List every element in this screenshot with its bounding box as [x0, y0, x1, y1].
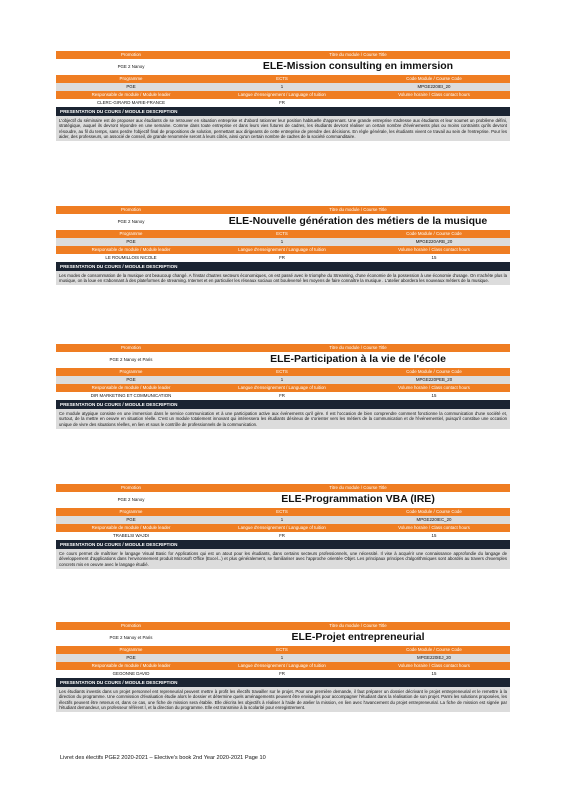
code-value: MPGE220IEJ_20: [417, 655, 451, 661]
ects-value: 1: [280, 239, 284, 245]
code-value: MPGE220IEC_20: [416, 517, 452, 523]
course-title-header: Titre du module / Course Title: [329, 345, 387, 351]
programme-value: PGE: [126, 377, 136, 383]
course-title: ELE-Participation à la vie de l'école: [206, 352, 510, 368]
language-value: FR: [279, 671, 285, 677]
leader-value: CLERC-GIRARD MARIE-FRANCE: [96, 100, 166, 106]
hours-value: 15: [431, 393, 437, 399]
ects-header: ECTS: [276, 369, 288, 375]
course-title: ELE-Projet entrepreneurial: [206, 630, 510, 646]
programme-value: PGE: [126, 239, 136, 245]
course-title-header: Titre du module / Course Title: [329, 207, 387, 213]
promotion-value: PGE 2 Nanoy et Paris: [56, 352, 206, 368]
description-header: PRESENTATION DU COURS / MODULE DESCRIPTION: [56, 262, 510, 271]
hours-header: Volume horaire / Class contact hours: [398, 525, 470, 531]
leader-value: DIR MARKETING ET COMMUNICATION: [90, 393, 172, 399]
description-header: PRESENTATION DU COURS / MODULE DESCRIPTION: [56, 107, 510, 116]
promotion-header: Promotion: [120, 207, 141, 213]
module-block: [56, 206, 510, 285]
programme-header: Programme: [119, 369, 143, 375]
promotion-header: Promotion: [120, 52, 141, 58]
code-value: MPGE220ARB_20: [415, 239, 453, 245]
language-header: Langue d'enseignement / Language of tuition: [238, 247, 326, 253]
code-header: Code Module / Course Code: [406, 76, 462, 82]
language-header: Langue d'enseignement / Language of tuition: [238, 663, 326, 669]
promotion-header: Promotion: [120, 345, 141, 351]
programme-value: PGE: [126, 517, 136, 523]
leader-header: Responsable de module / Module leader: [91, 663, 171, 669]
promotion-value: PGE 2 Nanoy: [56, 492, 206, 508]
hours-header: Volume horaire / Class contact hours: [398, 385, 470, 391]
description-header: PRESENTATION DU COURS / MODULE DESCRIPTION: [56, 678, 510, 687]
module-block: [56, 622, 510, 712]
programme-value: PGE: [126, 655, 136, 661]
leader-header: Responsable de module / Module leader: [91, 385, 171, 391]
code-header: Code Module / Course Code: [406, 647, 462, 653]
hours-value: 15: [431, 533, 437, 539]
ects-value: 1: [280, 517, 284, 523]
leader-value: TRABELSI WAJDI: [113, 533, 149, 539]
promotion-value: PGE 2 Nanoy et Paris: [56, 630, 206, 646]
leader-header: Responsable de module / Module leader: [91, 525, 171, 531]
description-header: PRESENTATION DU COURS / MODULE DESCRIPTION: [56, 400, 510, 409]
course-title: ELE-Nouvelle génération des métiers de la musique: [206, 214, 510, 230]
module-description: Ce module atypique consiste en une immersion dans le service communication et à une participation active aux événements qu'il gère. Il est l'occasion de bien comprendre comment fonctionne la communication d'une société et, surtout, de la mettre en oeuvre en situation réelle. C'est un module totalement innovant qui intéressera les étudiants désireux de s'orienter vers les métiers de la communication et de l'événementiel, puisqu'il constitue une occasion unique de vivre des situations réelles, en lien et sous le contrôle de professionnels de la communication.: [56, 409, 510, 429]
code-header: Code Module / Course Code: [406, 369, 462, 375]
programme-header: Programme: [119, 509, 143, 515]
course-title: ELE-Programmation VBA (IRE): [206, 492, 510, 508]
module-description: Les étudiants investis dans un projet personnel ent repreneurial peuvent mettre à profit les électifs travailler sur le projet. Pour une première demande, il faut préparer un dossier décrivant le projet entrepreneurial et le remettre à la direction du programme. Une commission d'évaluation étudie alors le dossier et détermine quels aménagements peuvent être envisagés pour accompagner l'étudiant dans la réalisation de son projet. Parmi les solutions proposées, les électifs peuvent être retenus et, dans ce cas, une fiche de mission sera établie. Elle décrira les objectifs à réaliser à l'aide de atelier la mission, en lien avec l'avancement du projet entrepreneurial. La fiche de mission est signée par l'étudiant demandeur, un professeur référent l, et la direction du programme. Elle est transmise à la scolarité pour enregistrement.: [56, 687, 510, 712]
language-value: FR: [279, 100, 285, 106]
promotion-value: PGE 2 Nanoy: [56, 59, 206, 75]
course-title: ELE-Mission consulting en immersion: [206, 59, 510, 75]
hours-header: Volume horaire / Class contact hours: [398, 663, 470, 669]
promotion-header: Promotion: [120, 485, 141, 491]
hours-value: [358, 99, 510, 107]
module-description: L'objectif du séminaire est de proposer aux étudiants de se retrouver en situation entreprise et d'abord rationner leur position habituelle d'apprenant. Une grande entreprise s'adresse aux étudiants et leur soumet un problème défini, stratégique, auquel ils devront répondre en une semaine. Comme dans toute entreprise et dans leurs vies futures de cadres, les étudiants devront réaliser un certain nombre d'événements plus ou moins contraints qu'ils devront résoudre, au fil du temps, sans perdre l'objectif final de propositions de solution, permettant aux dirigeants de cette entreprise de prendre des décisions. En règle générale, les étudiants vivent ce travail au sein de l'entreprise. Pour les aider, des professeurs, un associé de conseil, de grande renommée seront à leurs côtés, ainsi qu'un certain nombre de cadres de la société commanditaire.: [56, 116, 510, 141]
programme-header: Programme: [119, 76, 143, 82]
module-description: Ce cours permet de maîtriser le langage Visual Basic for Applications qui est un atout pour les étudiants, dans certains secteurs professionnels, une nécessité. Il vise à acquérir une connaissance approfondie du langage de développement d'applications dans l'environnement produit Microsoft Office (Excel...) et plus généralement, se familiariser avec l'approche orientée Objet. Les principaux principes d'algorithmiques sont abordés au travers d'exemples concrets mis en oeuvre avec le langage étudié.: [56, 549, 510, 569]
code-header: Code Module / Course Code: [406, 231, 462, 237]
ects-value: 1: [280, 84, 284, 90]
promotion-header: Promotion: [120, 623, 141, 629]
programme-header: Programme: [119, 647, 143, 653]
leader-value: LE ROUMILLOIS NICOLE: [105, 255, 157, 261]
programme-value: PGE: [126, 84, 136, 90]
programme-header: Programme: [119, 231, 143, 237]
leader-header: Responsable de module / Module leader: [91, 92, 171, 98]
ects-header: ECTS: [276, 647, 288, 653]
ects-value: 1: [280, 655, 284, 661]
module-block: [56, 344, 510, 429]
promotion-value: PGE 2 Nanoy: [56, 214, 206, 230]
ects-header: ECTS: [276, 509, 288, 515]
ects-header: ECTS: [276, 76, 288, 82]
course-title-header: Titre du module / Course Title: [329, 52, 387, 58]
language-header: Langue d'enseignement / Language of tuition: [238, 92, 326, 98]
code-value: MPGE220IEI_20: [417, 84, 451, 90]
module-block: [56, 51, 510, 141]
module-block: [56, 484, 510, 569]
hours-header: Volume horaire / Class contact hours: [398, 247, 470, 253]
leader-value: GEGONNE DAVID: [112, 671, 150, 677]
description-header: PRESENTATION DU COURS / MODULE DESCRIPTION: [56, 540, 510, 549]
code-value: MPGE220PEB_20: [415, 377, 453, 383]
hours-value: 15: [431, 671, 437, 677]
language-value: FR: [279, 533, 285, 539]
course-title-header: Titre du module / Course Title: [329, 485, 387, 491]
code-header: Code Module / Course Code: [406, 509, 462, 515]
ects-header: ECTS: [276, 231, 288, 237]
module-description: Les modes de consommation de la musique ont beaucoup changé. A l'instar d'autres secteurs économiques, on est passé avec le triomphe du Streaming, d'une économie de la possession à une économie d'usage. On n'achète plus la musique, on la loue en s'abonnant à des plateformes de streaming. Internet et en particulier les réseaux sociaux ont bouleversé les moyens de faire connaître la musique . L'atelier abordera les nouveaux métiers de la musique.: [56, 271, 510, 285]
leader-header: Responsable de module / Module leader: [91, 247, 171, 253]
language-header: Langue d'enseignement / Language of tuition: [238, 525, 326, 531]
language-value: FR: [279, 255, 285, 261]
hours-value: 15: [431, 255, 437, 261]
ects-value: 1: [280, 377, 284, 383]
hours-header: Volume horaire / Class contact hours: [398, 92, 470, 98]
language-value: FR: [279, 393, 285, 399]
language-header: Langue d'enseignement / Language of tuition: [238, 385, 326, 391]
page-footer: Livret des électifs PGE2 2020-2021 – Elective's book 2nd Year 2020-2021 Page 10: [60, 755, 266, 761]
course-title-header: Titre du module / Course Title: [329, 623, 387, 629]
